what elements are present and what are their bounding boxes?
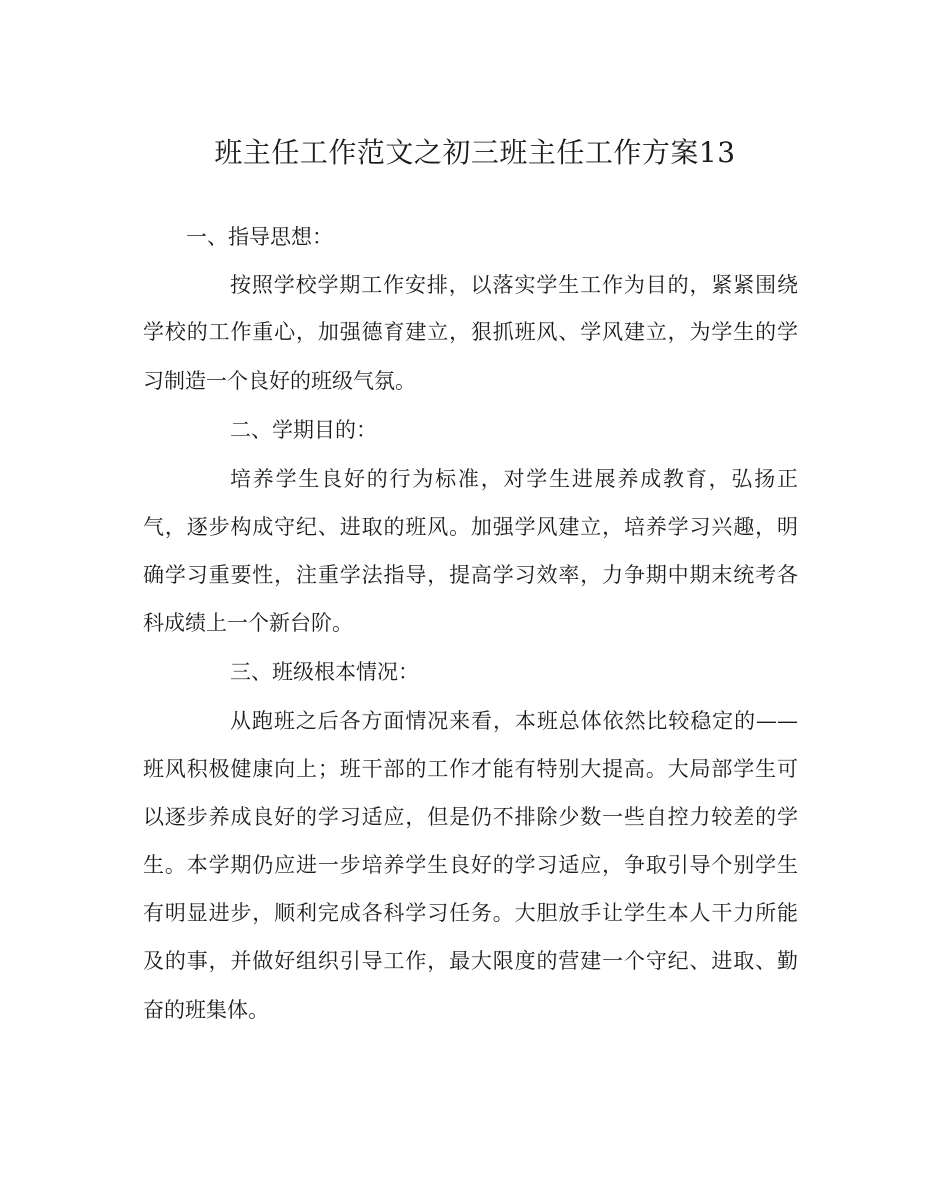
paragraph-line: 以逐步养成良好的学习适应，但是仍不排除少数一些自控力较差的学 [143, 805, 798, 829]
page-title: 班主任工作范文之初三班主任工作方案13 [214, 136, 736, 169]
paragraph-line: 班风积极健康向上；班干部的工作才能有特别大提高。大局部学生可 [143, 757, 798, 781]
paragraph-line: 习制造一个良好的班级气氛。 [143, 369, 416, 393]
paragraph-line: 气，逐步构成守纪、进取的班风。加强学风建立，培养学习兴趣，明 [143, 515, 798, 539]
section-heading-1: 一、指导思想： [186, 225, 333, 249]
paragraph-line: 有明显进步，顺利完成各科学习任务。大胆放手让学生本人干力所能 [143, 901, 798, 925]
paragraph-line: 科成绩上一个新台阶。 [143, 611, 353, 635]
paragraph-line: 生。本学期仍应进一步培养学生良好的学习适应，争取引导个别学生 [143, 853, 798, 877]
paragraph-line: 学校的工作重心，加强德育建立，狠抓班风、学风建立，为学生的学 [143, 320, 798, 344]
section-heading-2: 二、学期目的： [230, 418, 377, 442]
paragraph-line: 及的事，并做好组织引导工作，最大限度的营建一个守纪、进取、勤 [143, 949, 798, 973]
paragraph-line: 确学习重要性，注重学法指导，提高学习效率，力争期中期末统考各 [143, 563, 798, 587]
paragraph-line: 从跑班之后各方面情况来看，本班总体依然比较稳定的—— [230, 709, 798, 733]
paragraph-line: 按照学校学期工作安排，以落实学生工作为目的，紧紧围绕 [230, 273, 798, 297]
paragraph-line: 培养学生良好的行为标准，对学生进展养成教育，弘扬正 [230, 467, 798, 491]
section-heading-3: 三、班级根本情况： [230, 660, 419, 684]
paragraph-line: 奋的班集体。 [143, 998, 269, 1022]
